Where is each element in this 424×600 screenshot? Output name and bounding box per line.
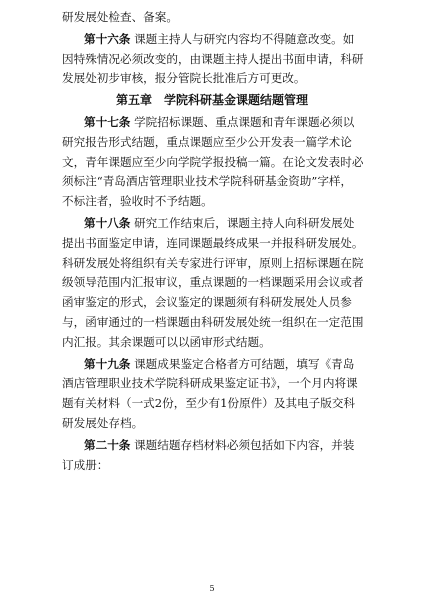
text-line: 提出书面鉴定申请，连同课题最终成果一并报科研发展处。 xyxy=(62,236,364,250)
text-line: 课题结题存档材料必须包括如下内容，并装 xyxy=(134,438,355,452)
text-line: 须标注“青岛酒店管理职业技术学院科研基金资助”字样， xyxy=(62,174,353,188)
text-line: 研究报告形式结题，重点课题应至少公开发表一篇学术论 xyxy=(62,135,352,149)
article-heading: 第十九条 xyxy=(84,357,131,371)
text-line: 科研发展处将组织有关专家进行评审，原则上招标课题在院 xyxy=(62,256,364,270)
article-17 xyxy=(84,115,354,130)
text-line: 学院招标课题、重点课题和青年课题必须以 xyxy=(134,115,355,129)
article-20 xyxy=(84,438,354,453)
text-line: 酒店管理职业技术学院科研成果鉴定证书》，一个月内将课 xyxy=(62,376,358,390)
text-line: 课题成果鉴定合格者方可结题，填写《青岛 xyxy=(134,357,355,371)
text-line: 级领导范围内汇报审议，重点课题的一档课题采用会议或者 xyxy=(62,275,364,289)
text-line: 研发展处存档。 xyxy=(62,416,144,430)
article-heading: 第十七条 xyxy=(84,115,131,129)
article-18 xyxy=(84,216,354,231)
page-number: 5 xyxy=(209,584,215,593)
text-line: 发展处初步审核，报分管院长批准后方可更改。 xyxy=(62,71,306,85)
text-line: 因特殊情况必须改变的，由课题主持人提出书面申请，科研 xyxy=(62,52,364,66)
text-line: 函审鉴定的形式，会议鉴定的课题须有科研发展处人员参 xyxy=(62,295,352,309)
text-line: 订成册： xyxy=(62,458,109,472)
article-heading: 第二十条 xyxy=(84,438,131,452)
article-19 xyxy=(84,357,354,372)
article-16 xyxy=(84,32,354,47)
text-line: 不标注者，验收时不予结题。 xyxy=(62,194,213,208)
article-heading: 第十六条 xyxy=(84,32,131,46)
chapter-heading: 第五章 学院科研基金课题结题管理 xyxy=(115,93,308,107)
text-line: 文，青年课题应至少向学院学报投稿一篇。在论文发表时必 xyxy=(62,155,364,169)
article-heading: 第十八条 xyxy=(84,216,131,230)
text-line: 题有关材料（一式2份，至少有1份原件）及其电子版交科 xyxy=(62,396,356,410)
text-line: 内汇报。其余课题可以以函审形式结题。 xyxy=(62,335,271,349)
text-line: 与，函审通过的一档课题由科研发展处统一组织在一定范围 xyxy=(62,315,364,329)
text-line: 课题主持人与研究内容均不得随意改变。如 xyxy=(134,32,355,46)
text-line: 研发展处检查、备案。 xyxy=(62,10,178,24)
text-line: 研究工作结束后，课题主持人向科研发展处 xyxy=(134,216,355,230)
